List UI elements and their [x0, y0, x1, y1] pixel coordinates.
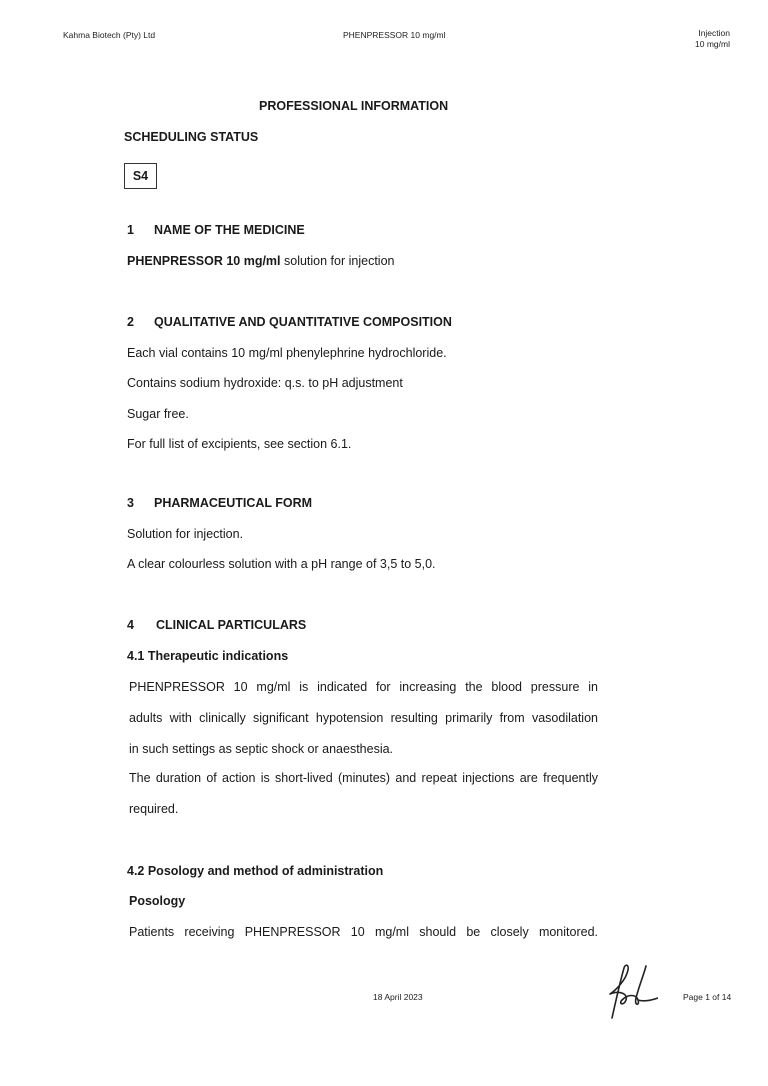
header-product: PHENPRESSOR 10 mg/ml — [343, 30, 446, 40]
indication-line: in such settings as septic shock or anaesthesia. — [129, 742, 394, 756]
subsection-4-1-heading: 4.1 Therapeutic indications — [127, 649, 289, 663]
footer-date: 18 April 2023 — [373, 992, 423, 1002]
duration-line: The duration of action is short-lived (minutes) and repeat injections are frequently — [129, 771, 598, 785]
subsection-4-2-heading: 4.2 Posology and method of administration — [127, 864, 384, 878]
section-1-number: 1 — [127, 223, 134, 237]
header-form-line2: 10 mg/ml — [695, 39, 730, 49]
indication-line: PHENPRESSOR 10 mg/ml is indicated for increasing the blood pressure in — [129, 680, 598, 694]
footer-page: Page 1 of 14 — [683, 992, 732, 1002]
composition-line: Each vial contains 10 mg/ml phenylephrine hydrochloride. — [127, 346, 447, 360]
medicine-form: solution for injection — [280, 254, 395, 268]
composition-line: For full list of excipients, see section 6.1. — [127, 437, 352, 451]
posology-line: Patients receiving PHENPRESSOR 10 mg/ml should be closely monitored. — [129, 925, 598, 939]
form-line: Solution for injection. — [127, 527, 244, 541]
document-title: PROFESSIONAL INFORMATION — [259, 99, 449, 113]
section-4-heading: CLINICAL PARTICULARS — [156, 618, 307, 632]
header-company: Kahma Biotech (Pty) Ltd — [63, 30, 156, 40]
composition-line: Contains sodium hydroxide: q.s. to pH adjustment — [127, 376, 403, 390]
posology-heading: Posology — [129, 894, 186, 908]
section-3-number: 3 — [127, 496, 134, 510]
header-form — [695, 28, 730, 50]
header-form-line1: Injection — [698, 28, 730, 38]
schedule-box: S4 — [124, 163, 157, 189]
section-2-number: 2 — [127, 315, 134, 329]
form-line: A clear colourless solution with a pH range of 3,5 to 5,0. — [127, 557, 436, 571]
section-3-heading: PHARMACEUTICAL FORM — [154, 496, 313, 510]
medicine-name-line — [127, 254, 394, 268]
section-1-heading: NAME OF THE MEDICINE — [154, 223, 305, 237]
section-4-number: 4 — [127, 618, 134, 632]
section-2-heading: QUALITATIVE AND QUANTITATIVE COMPOSITION — [154, 315, 452, 329]
duration-line: required. — [129, 802, 179, 816]
indication-line: adults with clinically significant hypotension resulting primarily from vasodilation — [129, 711, 598, 725]
signature-icon — [598, 960, 658, 1022]
scheduling-heading: SCHEDULING STATUS — [124, 130, 259, 144]
composition-line: Sugar free. — [127, 407, 189, 421]
medicine-name: PHENPRESSOR 10 mg/ml — [127, 254, 281, 268]
